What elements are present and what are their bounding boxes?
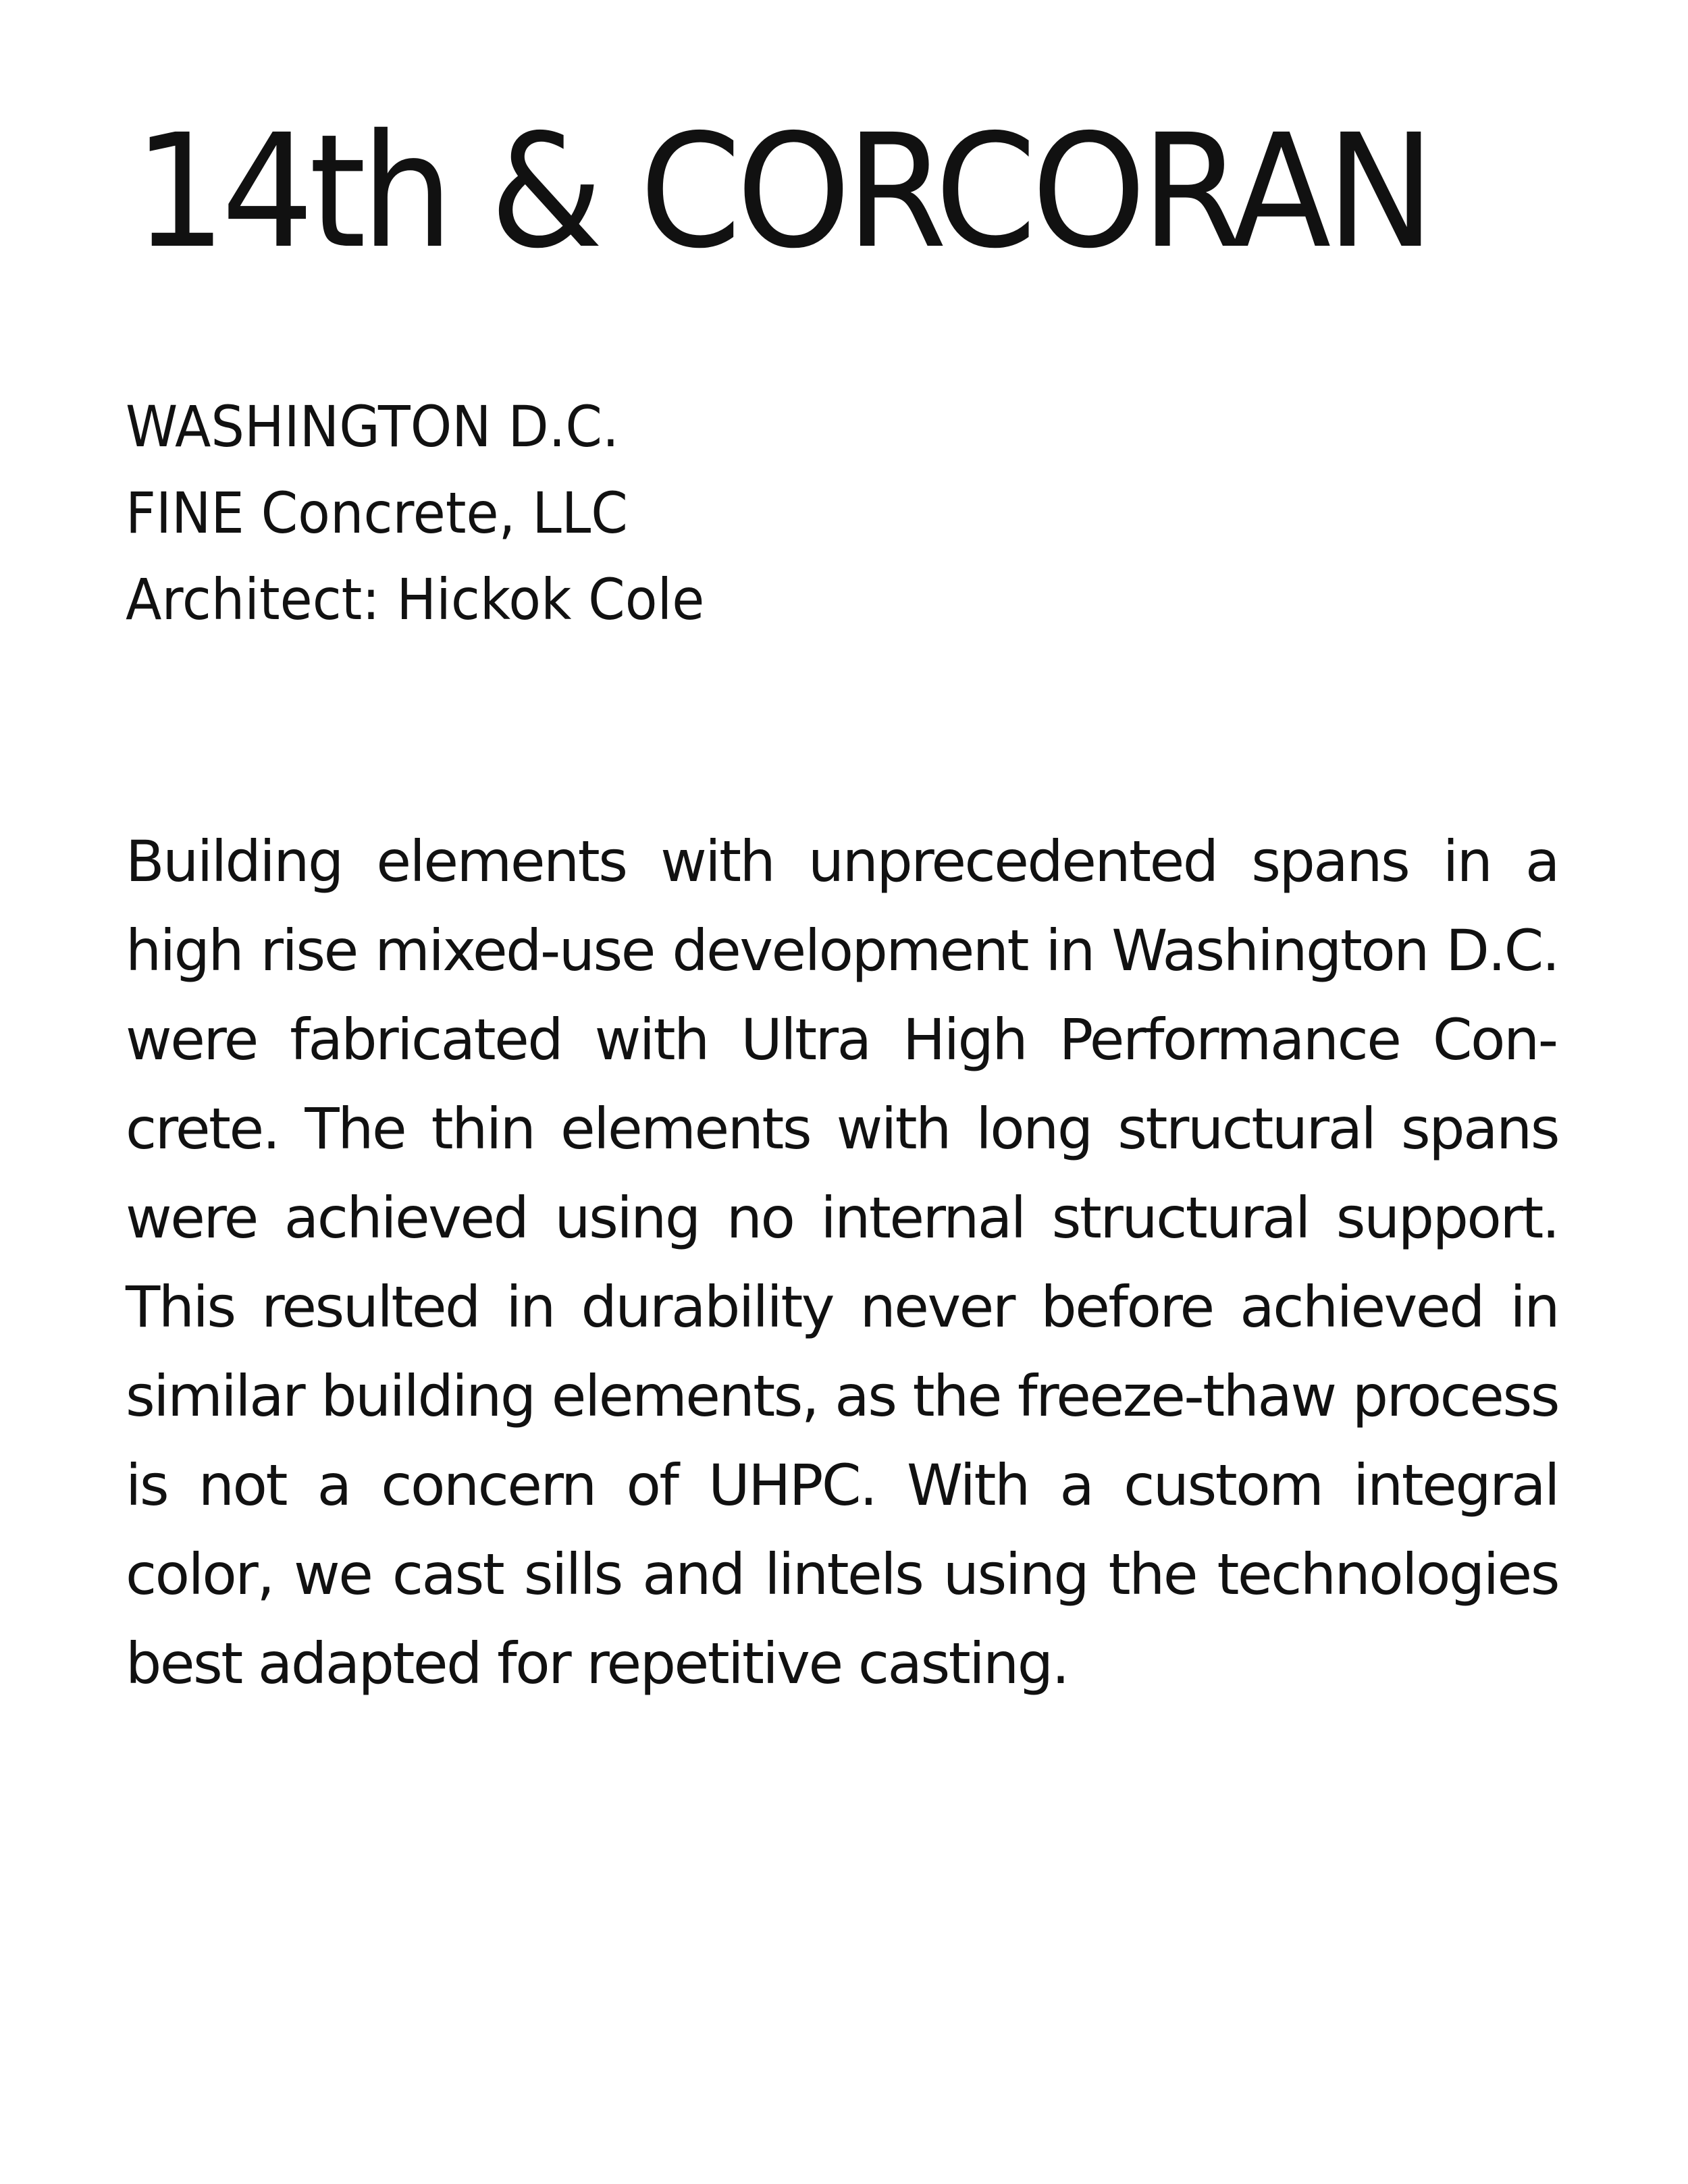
project-description: Building elements with unprecedented spans in a high rise mixed-use development in Washington D.C. were fabricated with Ultra High Performance Concrete. The thin elements with long structural spans were achieved using no internal structural support. This resulted in durability never before achieved in similar building elements, as the freeze-thaw process is not a concern of UHPC. With a custom integral color, we cast sills and lintels using the technologies best adapted for repetitive casting. [126,828,1558,1697]
project-architect: Architect: Hickok Cole [126,566,705,633]
project-location: WASHINGTON D.C. [126,394,619,460]
project-details [126,383,1003,643]
project-company: FINE Concrete, LLC [126,480,628,546]
project-title: 14th & CORCORAN [134,101,1430,283]
